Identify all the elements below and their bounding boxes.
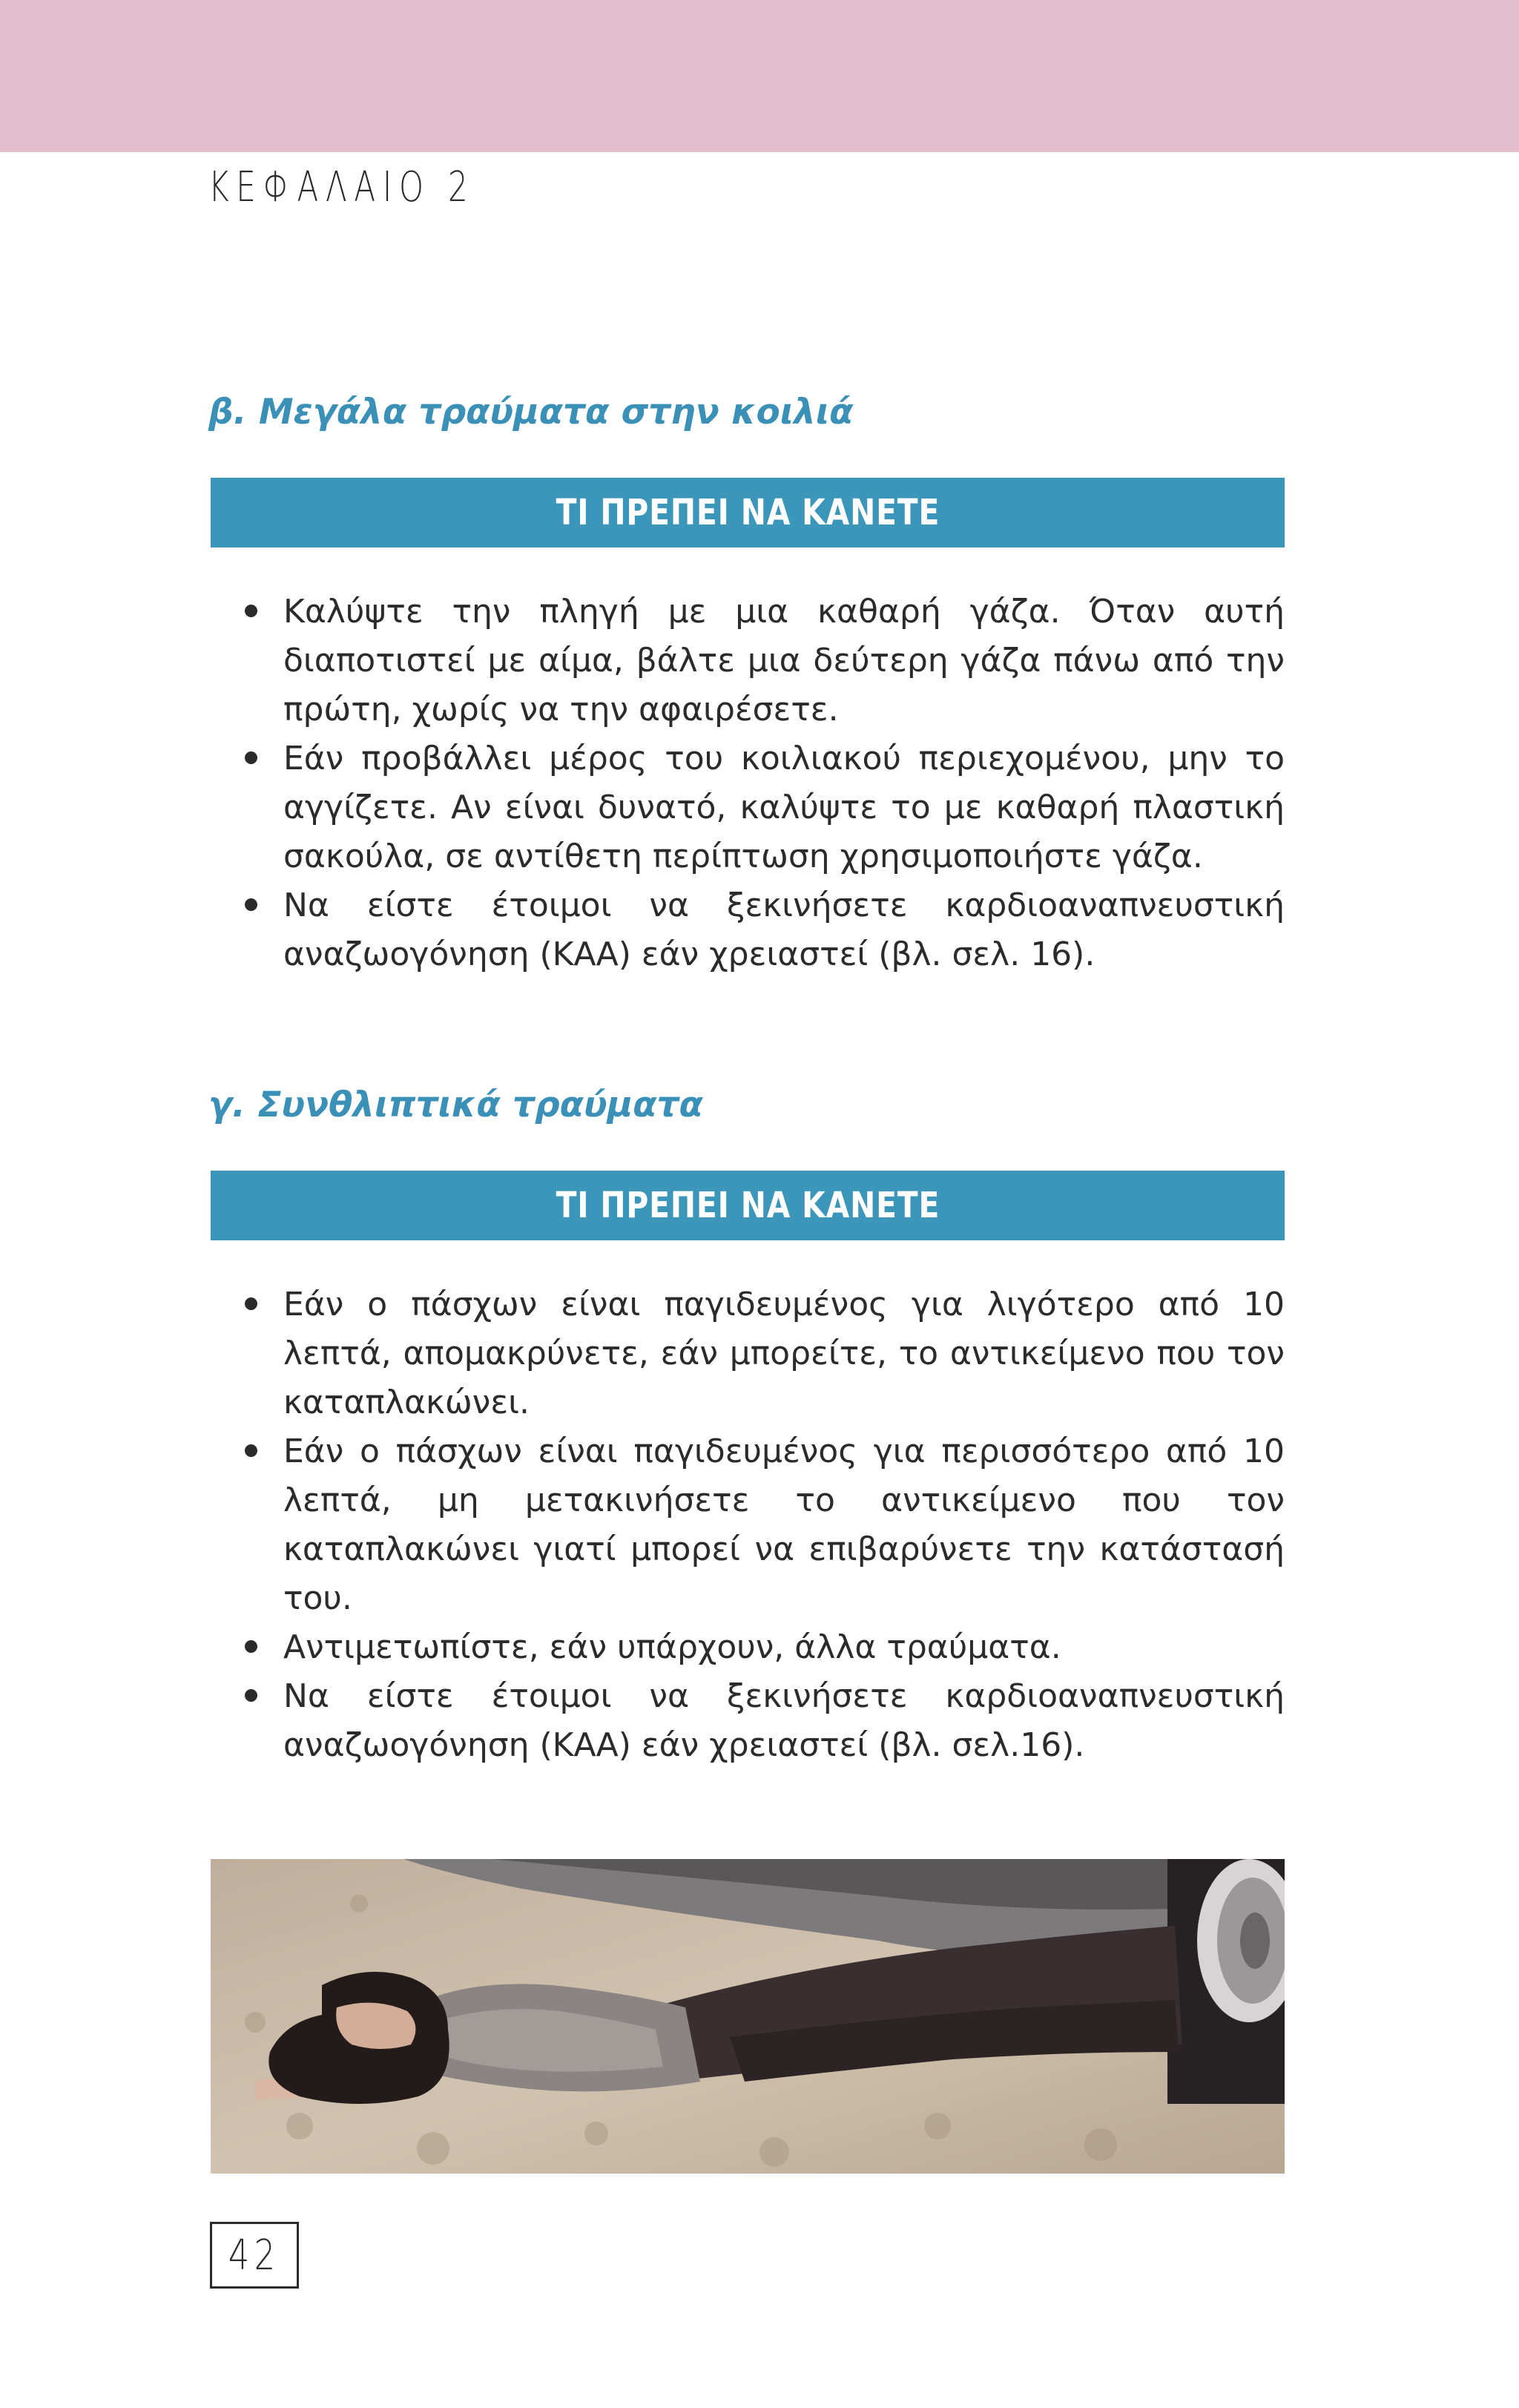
list-item-text: Αντιμετωπίστε, εάν υπάρχουν, άλλα τραύματα. bbox=[283, 1628, 1061, 1666]
banner-label: ΤΙ ΠΡΕΠΕΙ ΝΑ ΚΑΝΕΤΕ bbox=[556, 1185, 940, 1226]
list-item bbox=[245, 1280, 1285, 1427]
list-item-text: Να είστε έτοιμοι να ξεκινήσετε καρδιοαναπνευστική αναζωογόνηση (ΚΑΑ) εάν χρειαστεί (βλ. σελ. 16). bbox=[283, 886, 1285, 973]
list-item bbox=[245, 1427, 1285, 1623]
chapter-heading: ΚΕΦΑΛΑΙΟ 2 bbox=[208, 163, 475, 211]
list-item-text: Εάν ο πάσχων είναι παγιδευμένος για λιγότερο από 10 λεπτά, απομακρύνετε, εάν μπορείτε, το αντικείμενο που τον καταπλακώνει. bbox=[283, 1286, 1285, 1421]
list-item bbox=[245, 881, 1285, 979]
list-item bbox=[245, 1623, 1285, 1672]
list-item-text: Εάν ο πάσχων είναι παγιδευμένος για περισσότερο από 10 λεπτά, μη μετακινήσετε το αντικείμενο που τον καταπλακώνει γιατί μπορεί να επιβαρύνετε την κατάστασή του. bbox=[283, 1432, 1285, 1617]
bullet-list-crush bbox=[245, 1280, 1285, 1770]
section-title-abdominal: β. Μεγάλα τραύματα στην κοιλιά bbox=[208, 392, 854, 432]
bullet-icon bbox=[245, 1297, 257, 1310]
page-number: 42 bbox=[228, 2231, 280, 2280]
bullet-icon bbox=[245, 605, 257, 617]
bullet-icon bbox=[245, 1689, 257, 1702]
list-item bbox=[245, 1672, 1285, 1770]
list-item-text: Να είστε έτοιμοι να ξεκινήσετε καρδιοαναπνευστική αναζωογόνηση (ΚΑΑ) εάν χρειαστεί (βλ. σελ.16). bbox=[283, 1677, 1285, 1764]
list-item-text: Καλύψτε την πληγή με μια καθαρή γάζα. Όταν αυτή διαποτιστεί με αίμα, βάλτε μια δεύτερη γάζα πάνω από την πρώτη, χωρίς να την αφαιρέσετε. bbox=[283, 593, 1285, 728]
banner-label: ΤΙ ΠΡΕΠΕΙ ΝΑ ΚΑΝΕΤΕ bbox=[556, 492, 940, 533]
bullet-icon bbox=[245, 751, 257, 764]
list-item bbox=[245, 734, 1285, 881]
bullet-icon bbox=[245, 898, 257, 911]
header-band bbox=[0, 0, 1519, 152]
what-to-do-banner bbox=[211, 478, 1285, 547]
person-trapped-under-car-photo bbox=[211, 1859, 1285, 2174]
section-title-crush: γ. Συνθλιπτικά τραύματα bbox=[208, 1085, 703, 1125]
bullet-icon bbox=[245, 1444, 257, 1457]
bullet-list-abdominal bbox=[245, 588, 1285, 979]
list-item bbox=[245, 588, 1285, 734]
page-number-box bbox=[210, 2222, 299, 2289]
bullet-icon bbox=[245, 1640, 257, 1653]
list-item-text: Εάν προβάλλει μέρος του κοιλιακού περιεχομένου, μην το αγγίζετε. Αν είναι δυνατό, καλύψτε το με καθαρή πλαστική σακούλα, σε αντίθετη περίπτωση χρησιμοποιήστε γάζα. bbox=[283, 740, 1285, 875]
what-to-do-banner bbox=[211, 1171, 1285, 1240]
